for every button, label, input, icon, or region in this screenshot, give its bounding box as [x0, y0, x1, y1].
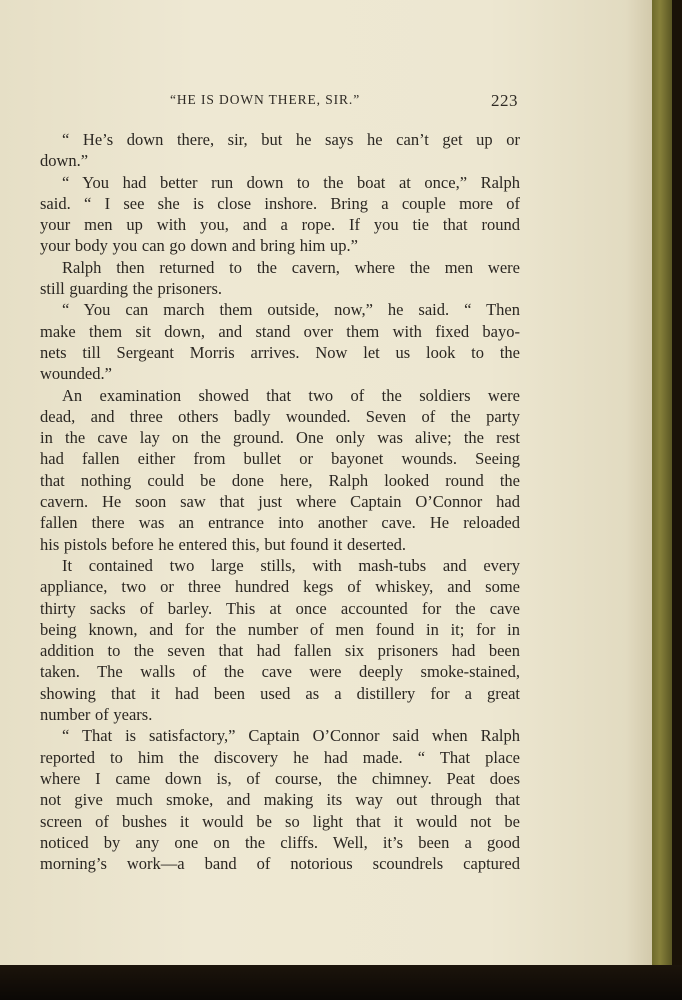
- text-line: wounded.”: [40, 364, 112, 384]
- text-line: screen of bushes it would be so light that it would not be: [40, 811, 520, 831]
- text-line: thirty sacks of barley. This at once accounted for the cave: [40, 598, 520, 618]
- text-line: “ You had better run down to the boat at once,” Ralph: [62, 172, 520, 192]
- text-line: not give much smoke, and making its way out through that: [40, 790, 520, 810]
- running-head-title: “HE IS DOWN THERE, SIR.”: [170, 92, 361, 107]
- page-number: 223: [491, 91, 518, 110]
- text-line: dead, and three others badly wounded. Seven of the party: [40, 406, 520, 426]
- text-line: had fallen either from bullet or bayonet wounds. Seeing: [40, 449, 520, 469]
- text-line: Ralph then returned to the cavern, where the men were: [62, 257, 520, 277]
- text-line: “ You can march them outside, now,” he said. “ Then: [62, 300, 520, 320]
- text-line: your men up with you, and a rope. If you tie that round: [40, 215, 520, 235]
- text-line: cavern. He soon saw that just where Captain O’Connor had: [40, 492, 520, 512]
- text-line: taken. The walls of the cave were deeply smoke-stained,: [40, 662, 520, 682]
- text-line: “ He’s down there, sir, but he says he can’t get up or: [62, 130, 520, 149]
- text-line: your body you can go down and bring him up.”: [40, 236, 358, 256]
- text-line: where I came down is, of course, the chimney. Peat does: [40, 768, 520, 788]
- text-line: that nothing could be done here, Ralph looked round the: [40, 470, 520, 490]
- text-line: noticed by any one on the cliffs. Well, it’s been a good: [40, 832, 520, 852]
- text-line: addition to the seven that had fallen six prisoners had been: [40, 641, 520, 661]
- text-line: number of years.: [40, 705, 153, 725]
- body-text: [40, 129, 520, 874]
- text-line: morning’s work—a band of notorious scoundrels captured: [40, 854, 520, 874]
- text-line: in the cave lay on the ground. One only was alive; the rest: [40, 428, 520, 448]
- text-line: nets till Sergeant Morris arrives. Now let us look to the: [40, 342, 520, 362]
- text-line: his pistols before he entered this, but found it deserted.: [40, 534, 407, 554]
- text-line: still guarding the prisoners.: [40, 279, 223, 299]
- text-line: It contained two large stills, with mash-tubs and every: [62, 555, 520, 575]
- scan-bottom-edge: [0, 965, 682, 1000]
- page-shadow: [672, 0, 682, 965]
- text-line: showing that it had been used as a distillery for a great: [40, 683, 520, 703]
- text-line: An examination showed that two of the soldiers were: [62, 385, 520, 405]
- page-edge: [652, 0, 672, 965]
- text-line: appliance, two or three hundred kegs of whiskey, and some: [40, 577, 520, 597]
- text-line: being known, and for the number of men found in it; for in: [40, 619, 520, 639]
- text-line: fallen there was an entrance into another cave. He reloaded: [40, 513, 520, 533]
- text-line: said. “ I see she is close inshore. Bring a couple more of: [40, 193, 520, 213]
- running-head: [0, 92, 652, 112]
- text-line: make them sit down, and stand over them with fixed bayo-: [40, 321, 520, 341]
- text-line: “ That is satisfactory,” Captain O’Connor said when Ralph: [62, 726, 520, 746]
- text-line: down.”: [40, 151, 89, 171]
- text-line: reported to him the discovery he had made. “ That place: [40, 747, 520, 767]
